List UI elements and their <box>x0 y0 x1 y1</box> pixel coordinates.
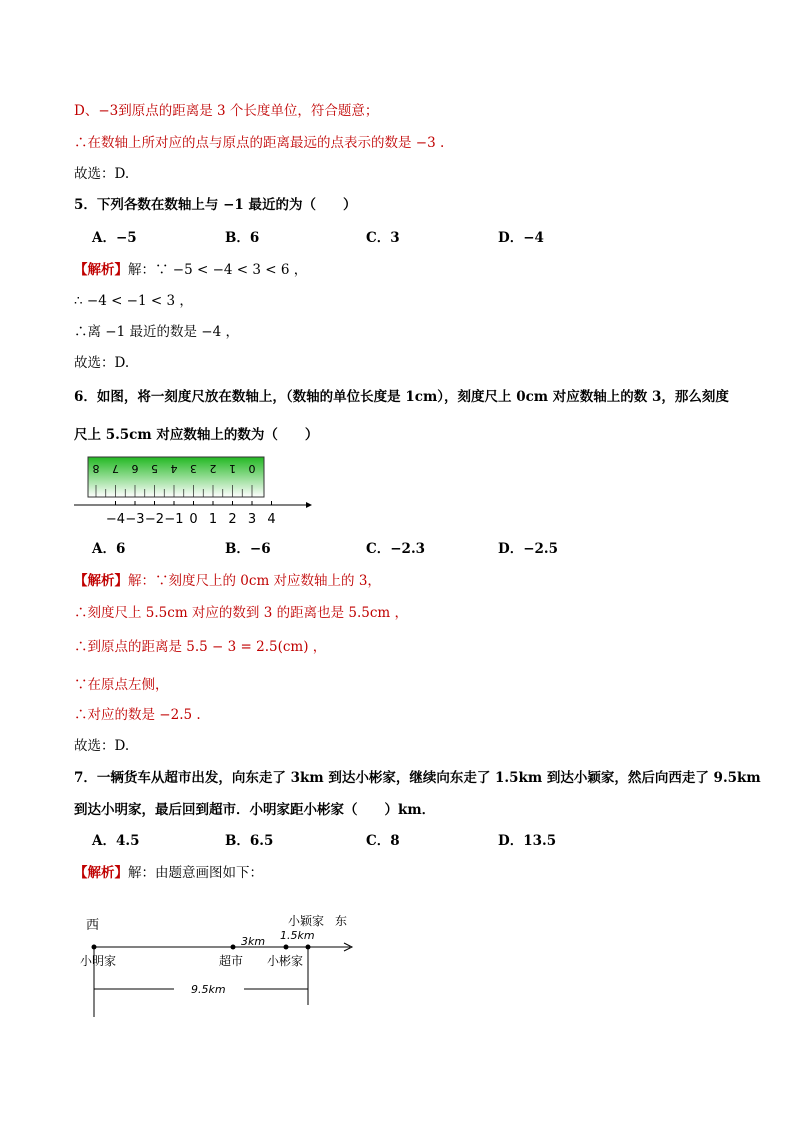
ruler-digit: 4 <box>170 462 178 475</box>
ruler-digit: 7 <box>112 462 119 475</box>
axis-label: 3 <box>247 512 257 527</box>
distance-diagram <box>74 905 374 1025</box>
answer-line: ∴在数轴上所对应的点与原点的距离最远的点表示的数是 −3 . <box>74 135 445 151</box>
solution-6-line <box>74 572 381 590</box>
ruler-digit: 8 <box>92 462 100 475</box>
option-d: D．−2.5 <box>498 541 559 557</box>
solution-text: ∵在原点左侧， <box>74 677 169 693</box>
solution-text: ∴离 −1 最近的数是 −4 ， <box>74 324 239 340</box>
option-b: B．6 <box>225 230 260 246</box>
ruler-digit: 1 <box>229 462 236 475</box>
option-a: A．−5 <box>92 230 137 246</box>
ruler-digit: 2 <box>209 462 217 475</box>
option-c: C．3 <box>366 230 400 246</box>
question-5: 5．下列各数在数轴上与 −1 最近的为（ ） <box>74 197 357 213</box>
label-9-5km: 9.5km <box>191 983 226 996</box>
option-b: B．−6 <box>225 541 271 557</box>
option-c: C．−2.3 <box>366 541 426 557</box>
solution-text: ∴刻度尺上 5.5cm 对应的数到 3 的距离也是 5.5cm ， <box>74 605 408 621</box>
option-d: D．−4 <box>498 230 544 246</box>
question-7-line2: 到达小明家，最后回到超市．小明家距小彬家（ ）km． <box>74 802 436 818</box>
solution-text: 解：∵刻度尺上的 0cm 对应数轴上的 3， <box>128 573 381 589</box>
label-3km: 3km <box>241 935 266 948</box>
label-west: 西 <box>86 918 100 933</box>
axis-label: −3 <box>125 512 145 527</box>
solution-text: 解：由题意画图如下： <box>128 865 263 881</box>
answer-line: 故选：D. <box>74 166 130 182</box>
option-d: D．13.5 <box>498 833 557 849</box>
axis-label: 0 <box>189 512 198 527</box>
label-supermarket: 超市 <box>219 954 244 968</box>
ruler-digit: 5 <box>151 462 158 475</box>
label-xiaoming: 小明家 <box>80 954 117 968</box>
axis-label: −4 <box>105 512 126 527</box>
question-6-line2: 尺上 5.5cm 对应数轴上的数为（ ） <box>74 427 319 443</box>
ruler-digit: 6 <box>131 462 139 475</box>
ruler-digit: 3 <box>190 462 197 475</box>
option-a: A．6 <box>92 541 126 557</box>
solution-text: ∴对应的数是 −2.5 . <box>74 707 201 723</box>
option-c: C．8 <box>366 833 400 849</box>
point-xiaobin <box>284 945 289 950</box>
axis-label: −1 <box>164 512 184 527</box>
analysis-tag: 【解析】 <box>74 573 128 589</box>
ruler-digit: 0 <box>248 462 256 475</box>
option-a: A．4.5 <box>92 833 140 849</box>
label-xiaobin: 小彬家 <box>267 954 304 968</box>
solution-text: ∴到原点的距离是 5.5 − 3 = 2.5(cm) ， <box>74 639 327 655</box>
axis-label: 4 <box>267 512 276 527</box>
axis-label: 2 <box>228 512 237 527</box>
axis-label: 1 <box>208 512 218 527</box>
solution-5-line <box>74 261 307 279</box>
answer-line: D、−3到原点的距离是 3 个长度单位，符合题意； <box>74 103 379 119</box>
ruler-figure <box>74 455 314 530</box>
solution-7-line <box>74 864 263 882</box>
solution-text: 解：∵ −5 < −4 < 3 < 6 ， <box>128 262 308 278</box>
label-xiaoying: 小颖家 <box>288 914 325 928</box>
solution-text: ∴ −4 < −1 < 3 ， <box>74 293 193 309</box>
solution-text: 故选：D. <box>74 355 130 371</box>
axis-arrow <box>306 502 312 508</box>
analysis-tag: 【解析】 <box>74 262 128 278</box>
option-b: B．6.5 <box>225 833 274 849</box>
point-supermarket <box>231 945 236 950</box>
question-6-line1: 6．如图，将一刻度尺放在数轴上，（数轴的单位长度是 1cm），刻度尺上 0cm 对应数轴上的数 3，那么刻度 <box>74 389 729 405</box>
label-east: 东 <box>335 914 348 928</box>
solution-text: 故选：D. <box>74 738 130 754</box>
label-1-5km: 1.5km <box>280 929 315 942</box>
question-7-line1: 7．一辆货车从超市出发，向东走了 3km 到达小彬家，继续向东走了 1.5km 到达小颖家，然后向西走了 9.5km <box>74 770 761 786</box>
analysis-tag: 【解析】 <box>74 865 128 881</box>
axis-label: −2 <box>144 512 165 527</box>
